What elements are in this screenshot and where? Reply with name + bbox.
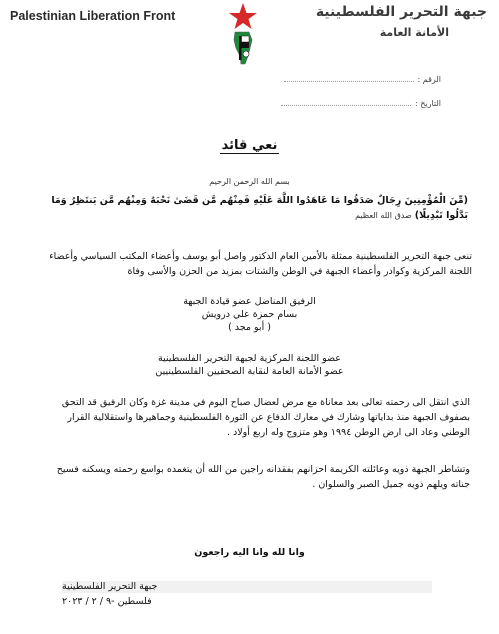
verse-reference: صدق الله العظيم <box>355 211 412 220</box>
secretariat-label: الأمانة العامة <box>379 26 449 39</box>
condolence-paragraph: وتشاطر الجبهة ذويه وعائلته الكريمة احزانهم بفقدانه راجين من الله أن يتغمده بواسع رحمته ويسكنه فسيح جناته ويلهم ذويه جميل الصبر والسلوان . <box>56 464 470 490</box>
date-blank <box>281 97 411 106</box>
basmala: بسم الله الرحمن الرحيم <box>209 177 290 186</box>
deceased-rank: الرفيق المناضل عضو قيادة الجبهة <box>183 296 316 307</box>
deceased-kunya: ( أبو مجد ) <box>228 322 271 333</box>
signature-block <box>62 579 412 609</box>
page-title: نعي قائد <box>221 138 278 153</box>
org-name-english: Palestinian Liberation Front <box>10 9 176 23</box>
reference-blank <box>284 73 414 82</box>
org-logo <box>218 2 268 66</box>
position-journalists-union: عضو الأمانة العامة لنقابة الصحفيين الفلسطينيين <box>155 366 344 377</box>
date-label: التاريخ : <box>414 99 441 108</box>
reference-label: الرقم : <box>417 75 441 84</box>
closing-line: وانا لله وانا اليه راجعون <box>194 547 305 558</box>
org-name-arabic: جبهة التحرير الفلسطينية <box>315 4 487 20</box>
deceased-block <box>0 295 499 334</box>
reference-field <box>284 73 441 84</box>
verse-text: (مِّنَ الْمُؤْمِنِينَ رِجَالٌ صَدَقُوا مَا عَاهَدُوا اللَّهَ عَلَيْهِ فَمِنْهُم مَّن قَضَىٰ نَحْبَهُ وَمِنْهُم مَّن يَنتَظِرُ وَمَا بَدَّلُوا تَبْدِيلًا) <box>51 195 468 221</box>
positions-block <box>0 352 499 378</box>
deceased-name: بسام حمزة علي درويش <box>201 309 298 320</box>
body-paragraph: الذي انتقل الى رحمته تعالى بعد معاناة مع مرض لعضال صباح اليوم في مدينة غزة وكان الرفيق قد التحق بصفوف الجبهة منذ بداياتها وشارك في معارك الدفاع عن الثورة الفلسطينية وجماهيرها واستقلالية القرار الوطني وعاد الى ارض الوطن ١٩٩٤ وهو متزوج وله اربع أولاد . <box>61 397 470 438</box>
quran-verse <box>28 193 468 223</box>
date-field <box>281 97 441 108</box>
position-central-committee: عضو اللجنة المركزية لجبهة التحرير الفلسطينية <box>158 353 341 364</box>
signature-org: جبهة التحرير الفلسطينية <box>62 581 158 592</box>
red-star-icon <box>229 3 257 29</box>
signature-place-date: فلسطين -٩ / ٢ / ٢٠٢٣ <box>62 596 152 607</box>
intro-paragraph: تنعى جبهة التحرير الفلسطينية ممثلة بالأمين العام الدكتور واصل أبو يوسف وأعضاء المكتب السياسي وأعضاء اللجنة المركزية وكوادر وأعضاء الجبهة في الوطن والشتات بمزيد من الحزن والأسى وفاة <box>49 251 472 277</box>
